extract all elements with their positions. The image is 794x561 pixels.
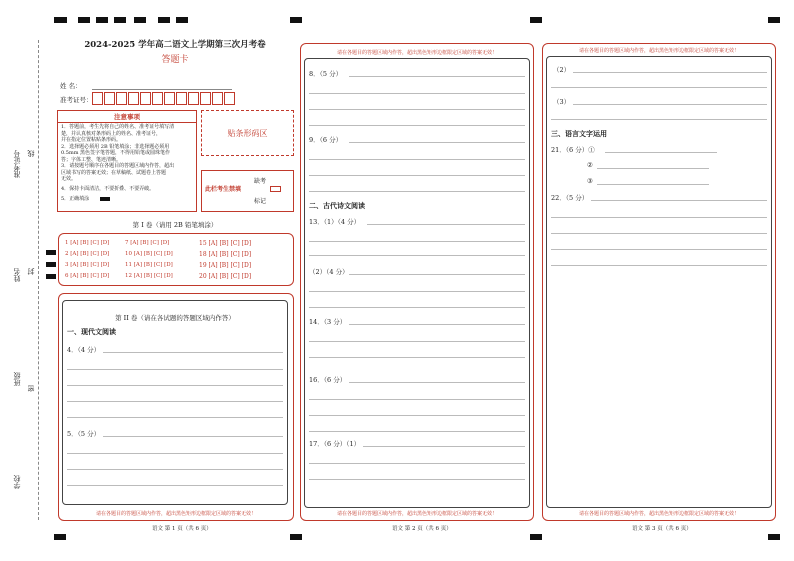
answer-line [309,109,525,110]
answer-line [551,217,767,218]
question-21: 21．（6 分）① [551,146,595,154]
answer-line [591,200,767,201]
notice-line: 2．选择题必须用 2B 铅笔填涂；非选择题必须用 [61,143,170,150]
answer-line [67,369,283,370]
choice-row[interactable]: 11 [A] [B] [C] [D] [125,262,173,268]
answer-line [309,307,525,308]
registration-mark [54,534,66,540]
notice-line: 并在指定位置粘贴条形码。 [61,137,122,143]
part1-title: 第 I 卷（请用 2B 铅笔填涂） [132,221,218,229]
answer-line [309,175,525,176]
answer-line [67,453,283,454]
page2-footer: 语文 第 2 页（共 6 页） [392,526,452,532]
choice-row[interactable]: 7 [A] [B] [C] [D] [125,240,170,246]
registration-mark [158,17,170,23]
answer-line [309,357,525,358]
exam-no-label: 准考证号： [60,96,93,104]
area-hint: 请在各题目的答题区域内作答，超出黑色矩形边框限定区域的答案无效！ [95,511,256,517]
registration-mark [134,17,146,23]
question-13-1: 13．（1）（4 分） [309,218,361,226]
choice-row[interactable]: 19 [A] [B] [C] [D] [199,262,252,269]
answer-line [309,399,525,400]
registration-mark [290,534,302,540]
page2-answer-area[interactable] [304,58,530,508]
choice-row[interactable]: 18 [A] [B] [C] [D] [199,251,252,258]
question-part-3: （3） [553,98,571,106]
registration-mark [768,534,780,540]
answer-line [309,241,525,242]
answer-line [551,87,767,88]
area-hint: 请在各题目的答题区域内作答，超出黑色矩形边框限定区域的答案无效！ [578,48,739,54]
notice-line: 区域书写的答案无效；在草稿纸、试题卷上答题 [61,169,167,176]
answer-line [67,469,283,470]
area-hint: 请在各题目的答题区域内作答，超出黑色矩形边框限定区域的答案无效！ [336,50,497,56]
notice-line: 5．正确填涂 [61,196,90,202]
area-hint: 请在各题目的答题区域内作答，超出黑色矩形边框限定区域的答案无效！ [578,511,739,517]
section-language-use: 三、语言文字运用 [551,130,607,138]
answer-line [67,417,283,418]
forbidden-label: 此栏考生禁填 [205,186,242,193]
barcode-area: 贴条形码区 [201,110,294,156]
name-field[interactable] [92,89,232,90]
side-label-school: 学校 [13,475,21,489]
name-label: 姓 名： [60,82,82,90]
answer-line [597,168,709,169]
part2-title: 第 II 卷（请在各试题的答题区域内作答） [115,314,235,322]
notice-line: 4．保持卡面清洁，不要折叠、不要弄破。 [61,186,155,192]
question-14: 14．（3 分） [309,318,347,326]
side-label-feng: 封 [27,268,35,275]
answer-line [309,291,525,292]
choice-row[interactable]: 1 [A] [B] [C] [D] [65,240,110,246]
question-part-2: （2） [553,66,571,74]
answer-line [309,125,525,126]
choice-row[interactable]: 15 [A] [B] [C] [D] [199,240,252,247]
answer-line [349,142,525,143]
question-13-2: （2）（4 分） [309,268,349,276]
section-classical-reading: 二、古代诗文阅读 [309,202,365,210]
answer-line [103,352,283,353]
registration-mark [290,17,302,23]
choice-row[interactable]: 20 [A] [B] [C] [D] [199,273,252,280]
registration-mark [54,17,67,23]
answer-line [363,446,525,447]
answer-line [349,324,525,325]
answer-line [309,191,525,192]
registration-mark [46,250,56,255]
question-8: 8．（5 分） [309,70,343,78]
answer-line [309,479,525,480]
side-label-mi: 密 [27,385,35,392]
registration-mark [176,17,188,23]
answer-line [309,255,525,256]
exam-title: 2024-2025 学年高二语文上学期第三次月考卷 [84,40,266,50]
absent-mark-label: 标记 [254,198,267,205]
notice-line: 1．答题前，考生先将自己的姓名、准考证号填写清 [61,124,175,130]
area-hint: 请在各题目的答题区域内作答，超出黑色矩形边框限定区域的答案无效！ [336,511,497,517]
question-17-1: 17．（6 分）（1） [309,440,361,448]
answer-line [309,415,525,416]
answer-line [605,152,717,153]
answer-line [309,93,525,94]
notice-line: 0.5mm 黑色签字笔答题，不得用铅笔或圆珠笔作 [61,150,171,156]
binding-line [38,40,39,520]
choice-row[interactable]: 6 [A] [B] [C] [D] [65,273,110,279]
choice-row[interactable]: 2 [A] [B] [C] [D] [65,251,110,257]
page1-footer: 语文 第 1 页（共 6 页） [152,526,212,532]
side-label-xian: 线 [27,150,35,157]
choice-row[interactable]: 10 [A] [B] [C] [D] [125,251,173,257]
answer-line [67,385,283,386]
question-21-item-2: ② [587,161,593,169]
answer-line [349,76,525,77]
notice-line: 3．请按题号顺序在各题目的答题区域内作答，超出 [61,163,175,169]
answer-line [551,233,767,234]
choice-row[interactable]: 3 [A] [B] [C] [D] [65,262,110,268]
side-label-exam-no: 准考证号 [13,150,21,178]
registration-mark [114,17,126,23]
answer-line [309,431,525,432]
answer-line [349,274,525,275]
question-16: 16．（6 分） [309,376,347,384]
registration-mark [768,17,780,23]
answer-line [67,485,283,486]
filled-bubble-sample [100,197,110,201]
answer-line [367,224,525,225]
section-modern-reading: 一、现代文阅读 [67,328,116,336]
answer-line [309,463,525,464]
choice-row[interactable]: 12 [A] [B] [C] [D] [125,273,173,279]
registration-mark [46,262,56,267]
notice-title: 注意事项 [58,112,196,123]
absent-checkbox[interactable] [270,186,281,192]
answer-line [309,159,525,160]
registration-mark [46,274,56,279]
answer-line [551,249,767,250]
side-label-name: 姓名 [13,268,21,282]
answer-line [67,401,283,402]
absent-box [201,170,294,212]
notice-line: 答；字体工整、笔迹清晰。 [61,156,122,163]
answer-line [551,265,767,266]
answer-line [349,382,525,383]
registration-mark [530,17,542,23]
absent-label: 缺考 [254,178,267,185]
answer-line [573,104,767,105]
page3-footer: 语文 第 3 页（共 6 页） [632,526,692,532]
answer-line [309,341,525,342]
registration-mark [96,17,108,23]
answer-card-title: 答题卡 [161,55,189,65]
page3-answer-area[interactable] [546,56,772,508]
side-label-class: 班级 [13,372,21,386]
question-22: 22．（5 分） [551,194,589,202]
answer-line [573,72,767,73]
registration-mark [78,17,90,23]
question-21-item-3: ③ [587,177,593,185]
registration-mark [530,534,542,540]
answer-line [597,184,709,185]
notice-line: 无效。 [61,176,77,182]
answer-line [103,436,283,437]
choice-box [58,233,294,286]
part2-answer-area[interactable] [62,300,288,505]
question-9: 9．（6 分） [309,136,343,144]
answer-line [551,119,767,120]
notice-box [57,110,197,212]
question-4: 4．（4 分） [67,346,101,354]
notice-line: 楚，并认真核对条形码上的姓名、准考证号， [61,130,162,137]
question-5: 5．（5 分） [67,430,101,438]
